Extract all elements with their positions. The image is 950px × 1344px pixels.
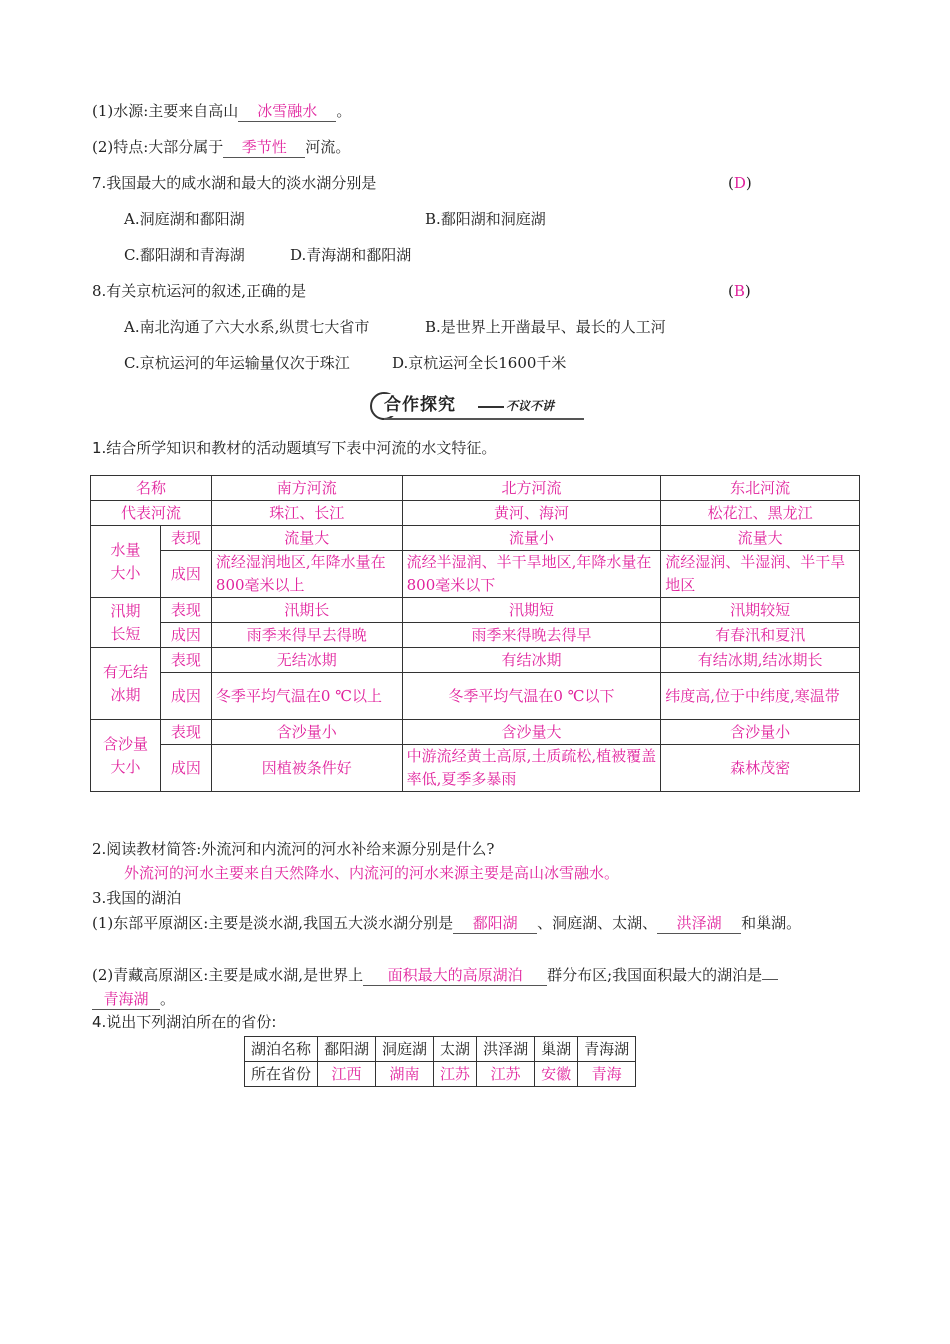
- e3-p2-blank1: 面积最大的高原湖泊: [363, 965, 547, 986]
- table-cell: 汛期较短: [661, 598, 860, 623]
- banner-underline: [384, 418, 584, 420]
- province-cell: 青海: [578, 1062, 636, 1087]
- section-title: 合作探究: [384, 395, 456, 415]
- province-cell: 江苏: [477, 1062, 535, 1087]
- e3-p1-blank2: 洪泽湖: [657, 913, 741, 934]
- hydro-table: [90, 475, 860, 792]
- table-cell: 珠江、长江: [211, 501, 402, 526]
- table-cell: 有春汛和夏汛: [661, 623, 860, 648]
- q1-line: [92, 101, 351, 122]
- q2-line: [92, 137, 350, 158]
- e3-stem: 3.我国的湖泊: [92, 889, 182, 907]
- e2-stem: 2.阅读教材简答:外流河和内流河的河水补给来源分别是什么?: [92, 840, 495, 858]
- e3-p2-blank2: 青海湖: [92, 989, 160, 1010]
- lake-name: 巢湖: [535, 1037, 578, 1062]
- table-row: [245, 1037, 636, 1062]
- table-row: [91, 598, 860, 623]
- table-row: [91, 745, 860, 792]
- row-label: 表现: [160, 648, 211, 673]
- lake-name: 鄱阳湖: [318, 1037, 376, 1062]
- row-label: 湖泊名称: [245, 1037, 318, 1062]
- table-row: [245, 1062, 636, 1087]
- q7-answer: D: [733, 174, 746, 192]
- e1-stem: 1.结合所学知识和教材的活动题填写下表中河流的水文特征。: [92, 439, 497, 457]
- table-cell: 因植被条件好: [211, 745, 402, 792]
- e3-p2-text: (2)青藏高原湖区:主要是咸水湖,是世界上: [92, 966, 364, 984]
- e3-p1-text3: 和巢湖。: [741, 914, 802, 932]
- q7-option-a: A.洞庭湖和鄱阳湖: [124, 210, 245, 228]
- table-cell: 流量大: [661, 526, 860, 551]
- group-label: 有无结冰期: [91, 648, 161, 720]
- row-label: 成因: [160, 673, 211, 720]
- row-label: 成因: [160, 551, 211, 598]
- e3-p1: [92, 913, 801, 934]
- table-row: [91, 720, 860, 745]
- group-label: 汛期长短: [91, 598, 161, 648]
- header-cell: 东北河流: [661, 476, 860, 501]
- q7-stem: 7.我国最大的咸水湖和最大的淡水湖分别是: [92, 174, 377, 192]
- table-cell: 汛期短: [402, 598, 661, 623]
- e4-stem: 4.说出下列湖泊所在的省份:: [92, 1013, 277, 1031]
- table-row: [91, 648, 860, 673]
- q2-answer: 季节性: [223, 137, 305, 158]
- header-cell: 北方河流: [402, 476, 661, 501]
- row-label: 成因: [160, 623, 211, 648]
- q8-answer-paren: (B): [728, 282, 751, 300]
- section-banner: [370, 388, 585, 424]
- table-cell: 中游流经黄土高原,土质疏松,植被覆盖率低,夏季多暴雨: [402, 745, 661, 792]
- table-cell: 有结冰期,结冰期长: [661, 648, 860, 673]
- lakes-table: [244, 1036, 636, 1087]
- row-label: 成因: [160, 745, 211, 792]
- table-cell: 冬季平均气温在0 ℃以上: [211, 673, 402, 720]
- table-cell: 流经半湿润、半干旱地区,年降水量在800毫米以下: [402, 551, 661, 598]
- table-cell: 黄河、海河: [402, 501, 661, 526]
- lake-name: 太湖: [434, 1037, 477, 1062]
- table-cell: 森林茂密: [661, 745, 860, 792]
- rep-label: 代表河流: [91, 501, 212, 526]
- e3-p1-text: (1)东部平原湖区:主要是淡水湖,我国五大淡水湖分别是: [92, 914, 454, 932]
- table-cell: 汛期长: [211, 598, 402, 623]
- table-cell: 雨季来得早去得晚: [211, 623, 402, 648]
- table-row: [91, 526, 860, 551]
- table-cell: 流经湿润地区,年降水量在800毫米以上: [211, 551, 402, 598]
- table-cell: 流量小: [402, 526, 661, 551]
- table-cell: 松花江、黑龙江: [661, 501, 860, 526]
- lake-name: 洞庭湖: [376, 1037, 434, 1062]
- q7-answer-paren: (D): [728, 174, 752, 192]
- e3-p1-text2: 、洞庭湖、太湖、: [537, 914, 658, 932]
- e2-answer: 外流河的河水主要来自天然降水、内流河的河水来源主要是高山冰雪融水。: [124, 864, 620, 882]
- q8-option-a: A.南北沟通了六大水系,纵贯七大省市: [124, 318, 370, 336]
- table-cell: 含沙量大: [402, 720, 661, 745]
- table-row: [91, 476, 860, 501]
- q8-stem: 8.有关京杭运河的叙述,正确的是: [92, 282, 307, 300]
- e3-p2-cont: [92, 989, 175, 1010]
- e3-p2-text2: 群分布区;我国面积最大的湖泊是: [547, 966, 763, 984]
- table-cell: 流经湿润、半湿润、半干旱地区: [661, 551, 860, 598]
- e3-p2-blank-lead: [762, 979, 778, 980]
- lake-name: 青海湖: [578, 1037, 636, 1062]
- table-cell: 冬季平均气温在0 ℃以下: [402, 673, 661, 720]
- e3-p2: [92, 965, 778, 986]
- table-cell: 含沙量小: [211, 720, 402, 745]
- table-cell: 有结冰期: [402, 648, 661, 673]
- table-cell: 无结冰期: [211, 648, 402, 673]
- table-cell: 含沙量小: [661, 720, 860, 745]
- e3-p2-text3: 。: [160, 990, 176, 1008]
- row-label: 表现: [160, 720, 211, 745]
- q1-prefix: (1)水源:主要来自高山: [92, 102, 239, 120]
- header-cell: 名称: [91, 476, 212, 501]
- group-label: 含沙量大小: [91, 720, 161, 792]
- q8-option-d: D.京杭运河全长1600千米: [392, 354, 567, 372]
- q8-answer: B: [733, 282, 745, 300]
- province-cell: 安徽: [535, 1062, 578, 1087]
- table-row: [91, 673, 860, 720]
- row-label: 表现: [160, 598, 211, 623]
- section-subtitle: 不议不讲: [506, 399, 555, 413]
- province-cell: 江苏: [434, 1062, 477, 1087]
- table-row: [91, 623, 860, 648]
- q7-option-b: B.鄱阳湖和洞庭湖: [425, 210, 546, 228]
- table-row: [91, 551, 860, 598]
- group-label: 水量大小: [91, 526, 161, 598]
- table-cell: 流量大: [211, 526, 402, 551]
- q1-suffix: 。: [336, 102, 352, 120]
- e3-p1-blank1: 鄱阳湖: [453, 913, 537, 934]
- banner-dash: [478, 406, 504, 408]
- q2-suffix: 河流。: [305, 138, 351, 156]
- q2-prefix: (2)特点:大部分属于: [92, 138, 224, 156]
- q8-option-b: B.是世界上开凿最早、最长的人工河: [425, 318, 666, 336]
- province-cell: 江西: [318, 1062, 376, 1087]
- table-cell: 纬度高,位于中纬度,寒温带: [661, 673, 860, 720]
- header-cell: 南方河流: [211, 476, 402, 501]
- row-label: 表现: [160, 526, 211, 551]
- q8-option-c: C.京杭运河的年运输量仅次于珠江: [124, 354, 350, 372]
- province-cell: 湖南: [376, 1062, 434, 1087]
- table-row: [91, 501, 860, 526]
- table-cell: 雨季来得晚去得早: [402, 623, 661, 648]
- row-label: 所在省份: [245, 1062, 318, 1087]
- q7-option-d: D.青海湖和鄱阳湖: [290, 246, 412, 264]
- q1-answer: 冰雪融水: [238, 101, 336, 122]
- q7-option-c: C.鄱阳湖和青海湖: [124, 246, 245, 264]
- lake-name: 洪泽湖: [477, 1037, 535, 1062]
